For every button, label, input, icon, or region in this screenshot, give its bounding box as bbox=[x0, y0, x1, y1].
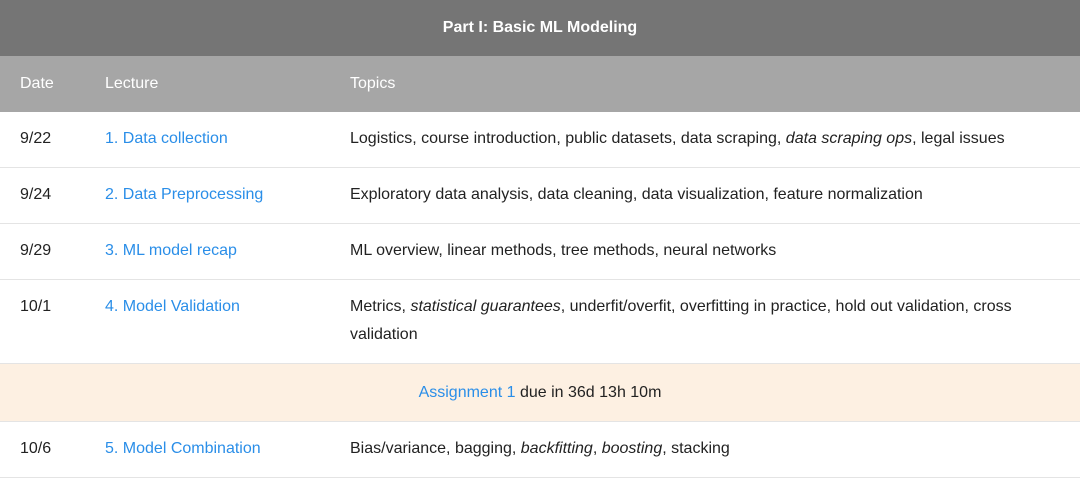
topic-text: , legal issues bbox=[912, 130, 1005, 147]
topic-text: , stacking bbox=[662, 440, 730, 457]
lecture-date: 9/29 bbox=[0, 224, 85, 280]
lecture-link[interactable]: 5. Model Combination bbox=[105, 440, 261, 457]
column-header-date: Date bbox=[20, 75, 54, 92]
column-header-topics: Topics bbox=[350, 75, 396, 92]
table-row bbox=[0, 112, 1080, 168]
lecture-date: 10/6 bbox=[0, 422, 85, 478]
assignment-due-text: due in 36d 13h 10m bbox=[515, 383, 662, 401]
part-header-row bbox=[0, 0, 1080, 56]
topic-text-italic: data scraping ops bbox=[785, 130, 913, 147]
lecture-link[interactable]: 4. Model Validation bbox=[105, 298, 240, 315]
lecture-date: 9/22 bbox=[0, 112, 85, 168]
assignment-cell bbox=[0, 364, 1080, 422]
topic-text: Exploratory data analysis, data cleaning, data visualization, feature normalization bbox=[350, 186, 923, 203]
table-row bbox=[0, 280, 1080, 364]
lecture-link[interactable]: 2. Data Preprocessing bbox=[105, 186, 264, 203]
lecture-topics bbox=[330, 280, 1080, 364]
column-header-row bbox=[0, 56, 1080, 112]
topic-text: ML overview, linear methods, tree methods, neural networks bbox=[350, 242, 777, 259]
assignment-link[interactable]: Assignment 1 bbox=[418, 383, 516, 401]
topic-text: , bbox=[592, 440, 602, 457]
topic-text: Metrics, bbox=[350, 298, 411, 315]
lecture-topics bbox=[330, 224, 1080, 280]
topic-text: , underfit/overfit, overfitting in practice, hold out validation, cross validation bbox=[350, 298, 1012, 343]
topic-text: Logistics, course introduction, public datasets, data scraping, bbox=[350, 130, 786, 147]
table-row bbox=[0, 224, 1080, 280]
topic-text-italic: boosting bbox=[601, 440, 663, 457]
lecture-topics bbox=[330, 112, 1080, 168]
lecture-topics bbox=[330, 422, 1080, 478]
lecture-topics bbox=[330, 168, 1080, 224]
part-title: Part I: Basic ML Modeling bbox=[442, 19, 638, 36]
lecture-date: 9/24 bbox=[0, 168, 85, 224]
lecture-date: 10/1 bbox=[0, 280, 85, 364]
table-row bbox=[0, 422, 1080, 478]
topic-text-italic: backfitting bbox=[520, 440, 593, 457]
table-row bbox=[0, 168, 1080, 224]
topic-text: Bias/variance, bagging, bbox=[350, 440, 521, 457]
column-header-lecture: Lecture bbox=[105, 75, 159, 92]
lecture-link[interactable]: 1. Data collection bbox=[105, 130, 228, 147]
lecture-link[interactable]: 3. ML model recap bbox=[105, 242, 237, 259]
assignment-row bbox=[0, 364, 1080, 422]
topic-text-italic: statistical guarantees bbox=[410, 298, 561, 315]
